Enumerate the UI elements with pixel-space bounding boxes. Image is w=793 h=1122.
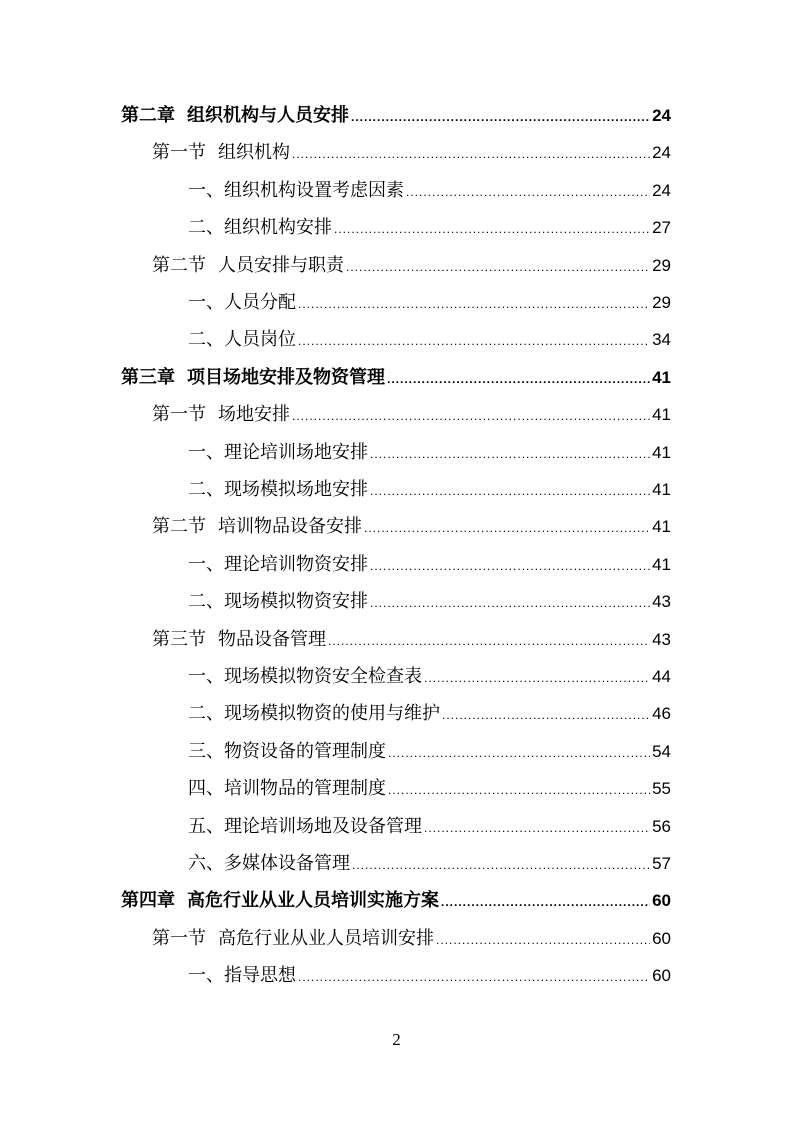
toc-entry-prefix: 二、 xyxy=(188,591,224,613)
toc-entry-page: 41 xyxy=(652,517,671,537)
toc-entry-title: 指导思想 xyxy=(224,965,296,987)
toc-entry-label xyxy=(188,960,296,992)
toc-entry-label xyxy=(188,324,296,356)
toc-entry-label xyxy=(152,250,344,282)
toc-entry-prefix: 一、 xyxy=(188,666,224,687)
toc-entry-title: 人员安排与职责 xyxy=(218,254,344,276)
toc-entry[interactable] xyxy=(121,362,671,394)
toc-entry[interactable] xyxy=(188,287,671,319)
toc-entry-prefix: 第三章 xyxy=(121,366,175,388)
toc-entry-page: 60 xyxy=(652,891,671,911)
toc-dot-leader xyxy=(388,774,650,806)
toc-entry-label xyxy=(188,848,350,880)
toc-entry[interactable] xyxy=(121,885,671,917)
toc-entry-label xyxy=(121,885,439,917)
toc-entry-prefix: 二、 xyxy=(188,703,224,725)
toc-entry-prefix: 第一节 xyxy=(152,142,206,164)
toc-entry[interactable] xyxy=(188,324,671,356)
toc-entry[interactable] xyxy=(188,773,671,805)
toc-entry[interactable] xyxy=(188,736,671,768)
toc-entry-title: 现场模拟物资的使用与维护 xyxy=(224,703,440,725)
toc-entry-label xyxy=(188,437,368,469)
toc-entry-prefix: 一、 xyxy=(188,179,224,201)
toc-entry-label xyxy=(188,175,404,207)
toc-entry-page: 43 xyxy=(652,629,671,649)
toc-entry-prefix: 三、 xyxy=(188,740,224,762)
toc-dot-leader xyxy=(424,662,650,694)
toc-entry-page: 54 xyxy=(652,741,671,761)
toc-dot-leader xyxy=(406,176,650,208)
toc-dot-leader xyxy=(298,325,650,357)
toc-entry-page: 60 xyxy=(652,928,671,948)
toc-entry-label xyxy=(152,137,290,169)
toc-entry-page: 24 xyxy=(652,180,671,200)
toc-entry-page: 57 xyxy=(652,854,671,873)
toc-entry[interactable] xyxy=(188,437,671,469)
toc-entry[interactable] xyxy=(188,586,671,618)
toc-entry-page: 34 xyxy=(652,330,671,350)
toc-entry-page: 29 xyxy=(652,255,671,275)
toc-entry-label xyxy=(121,100,349,132)
toc-entry-label xyxy=(121,362,385,394)
toc-entry-prefix: 一、 xyxy=(188,965,224,987)
toc-entry-label xyxy=(188,811,422,843)
toc-dot-leader xyxy=(334,213,650,245)
toc-entry-label xyxy=(188,661,422,693)
toc-entry[interactable] xyxy=(188,661,671,693)
toc-entry[interactable] xyxy=(188,960,671,992)
toc-entry-title: 现场模拟物资安全检查表 xyxy=(224,666,422,687)
toc-entry-title: 物资设备的管理制度 xyxy=(224,740,386,762)
toc-dot-leader xyxy=(328,625,650,657)
toc-entry[interactable] xyxy=(152,250,671,282)
toc-entry-title: 高危行业从业人员培训实施方案 xyxy=(187,890,439,912)
toc-entry-page: 41 xyxy=(652,442,671,462)
toc-dot-leader xyxy=(424,812,650,844)
toc-entry-title: 人员岗位 xyxy=(224,329,296,351)
toc-dot-leader xyxy=(436,924,650,956)
toc-dot-leader xyxy=(370,550,650,582)
toc-entry[interactable] xyxy=(188,175,671,207)
toc-entry[interactable] xyxy=(188,549,671,581)
toc-entry[interactable] xyxy=(188,848,671,880)
toc-entry-label xyxy=(152,624,326,656)
toc-entry-title: 现场模拟物资安排 xyxy=(224,591,368,613)
toc-entry-page: 29 xyxy=(652,293,671,312)
toc-entry-title: 现场模拟场地安排 xyxy=(224,479,368,500)
toc-entry-title: 理论培训物资安排 xyxy=(224,553,368,575)
toc-entry-title: 多媒体设备管理 xyxy=(224,853,350,874)
toc-entry-prefix: 一、 xyxy=(188,441,224,463)
toc-entry-title: 组织机构与人员安排 xyxy=(187,105,349,126)
toc-entry[interactable] xyxy=(121,100,671,132)
toc-entry-prefix: 六、 xyxy=(188,853,224,874)
toc-entry-prefix: 二、 xyxy=(188,217,224,239)
toc-entry[interactable] xyxy=(152,923,671,955)
toc-entry-page: 41 xyxy=(652,405,671,425)
toc-entry-title: 理论培训场地及设备管理 xyxy=(224,815,422,837)
toc-entry-page: 24 xyxy=(652,143,671,163)
toc-entry-page: 46 xyxy=(652,704,671,724)
toc-entry-label xyxy=(152,399,290,431)
toc-entry[interactable] xyxy=(152,399,671,431)
toc-entry-prefix: 一、 xyxy=(188,553,224,575)
toc-entry-label xyxy=(188,586,368,618)
toc-dot-leader xyxy=(441,886,650,918)
toc-entry[interactable] xyxy=(188,698,671,730)
toc-entry-label xyxy=(188,474,368,506)
toc-entry-prefix: 第二节 xyxy=(152,254,206,276)
toc-entry-page: 60 xyxy=(652,966,671,986)
toc-entry-page: 55 xyxy=(652,779,671,799)
toc-dot-leader xyxy=(370,475,650,507)
toc-dot-leader xyxy=(298,288,650,320)
toc-entry-title: 培训物品的管理制度 xyxy=(224,778,386,800)
toc-entry-title: 组织机构 xyxy=(218,142,290,164)
toc-entry-prefix: 第一节 xyxy=(152,404,206,426)
toc-dot-leader xyxy=(298,961,650,993)
toc-entry-page: 43 xyxy=(652,592,671,612)
toc-dot-leader xyxy=(370,587,650,619)
toc-dot-leader xyxy=(442,699,650,731)
toc-entry-prefix: 二、 xyxy=(188,479,224,500)
toc-entry-page: 24 xyxy=(652,106,671,125)
page-number: 2 xyxy=(392,1030,401,1049)
toc-entry-label xyxy=(188,736,386,768)
toc-entry[interactable] xyxy=(188,212,671,244)
toc-entry-label xyxy=(188,773,386,805)
toc-dot-leader xyxy=(351,101,650,133)
toc-dot-leader xyxy=(352,849,650,881)
toc-entry-page: 56 xyxy=(652,816,671,836)
toc-entry-title: 培训物品设备安排 xyxy=(218,516,362,538)
toc-entry-title: 理论培训场地安排 xyxy=(224,441,368,463)
toc-entry[interactable] xyxy=(152,511,671,543)
toc-dot-leader xyxy=(364,512,650,544)
toc-entry-title: 项目场地安排及物资管理 xyxy=(187,366,385,388)
toc-entry-prefix: 第一节 xyxy=(152,927,206,949)
toc-dot-leader xyxy=(292,400,650,432)
toc-dot-leader xyxy=(292,138,650,170)
toc-entry-title: 组织机构设置考虑因素 xyxy=(224,179,404,201)
toc-entry-page: 41 xyxy=(652,554,671,574)
toc-entry-label xyxy=(188,287,296,319)
toc-entry-title: 物品设备管理 xyxy=(218,628,326,650)
toc-entry-label xyxy=(152,923,434,955)
toc-entry[interactable] xyxy=(188,811,671,843)
toc-entry[interactable] xyxy=(152,137,671,169)
toc-entry-prefix: 五、 xyxy=(188,815,224,837)
toc-entry-prefix: 一、 xyxy=(188,292,224,313)
toc-entry-label xyxy=(188,212,332,244)
toc-entry-page: 41 xyxy=(652,367,671,387)
toc-dot-leader xyxy=(370,438,650,470)
toc-entry-label xyxy=(188,698,440,730)
toc-entry[interactable] xyxy=(188,474,671,506)
toc-entry-page: 27 xyxy=(652,218,671,238)
toc-dot-leader xyxy=(388,737,650,769)
toc-entry-prefix: 二、 xyxy=(188,329,224,351)
toc-entry-label xyxy=(152,511,362,543)
toc-dot-leader xyxy=(387,363,650,395)
toc-entry-prefix: 第二节 xyxy=(152,516,206,538)
toc-entry-prefix: 四、 xyxy=(188,778,224,800)
toc-entry-prefix: 第二章 xyxy=(121,105,175,126)
toc-dot-leader xyxy=(346,251,650,283)
toc-entry-prefix: 第四章 xyxy=(121,890,175,912)
toc-entry-page: 41 xyxy=(652,480,671,499)
toc-entry-title: 场地安排 xyxy=(218,404,290,426)
toc-entry-page: 44 xyxy=(652,667,671,686)
toc-entry-title: 人员分配 xyxy=(224,292,296,313)
toc-entry[interactable] xyxy=(152,624,671,656)
toc-entry-label xyxy=(188,549,368,581)
toc-entry-prefix: 第三节 xyxy=(152,628,206,650)
toc-entry-title: 高危行业从业人员培训安排 xyxy=(218,927,434,949)
toc-entry-title: 组织机构安排 xyxy=(224,217,332,239)
